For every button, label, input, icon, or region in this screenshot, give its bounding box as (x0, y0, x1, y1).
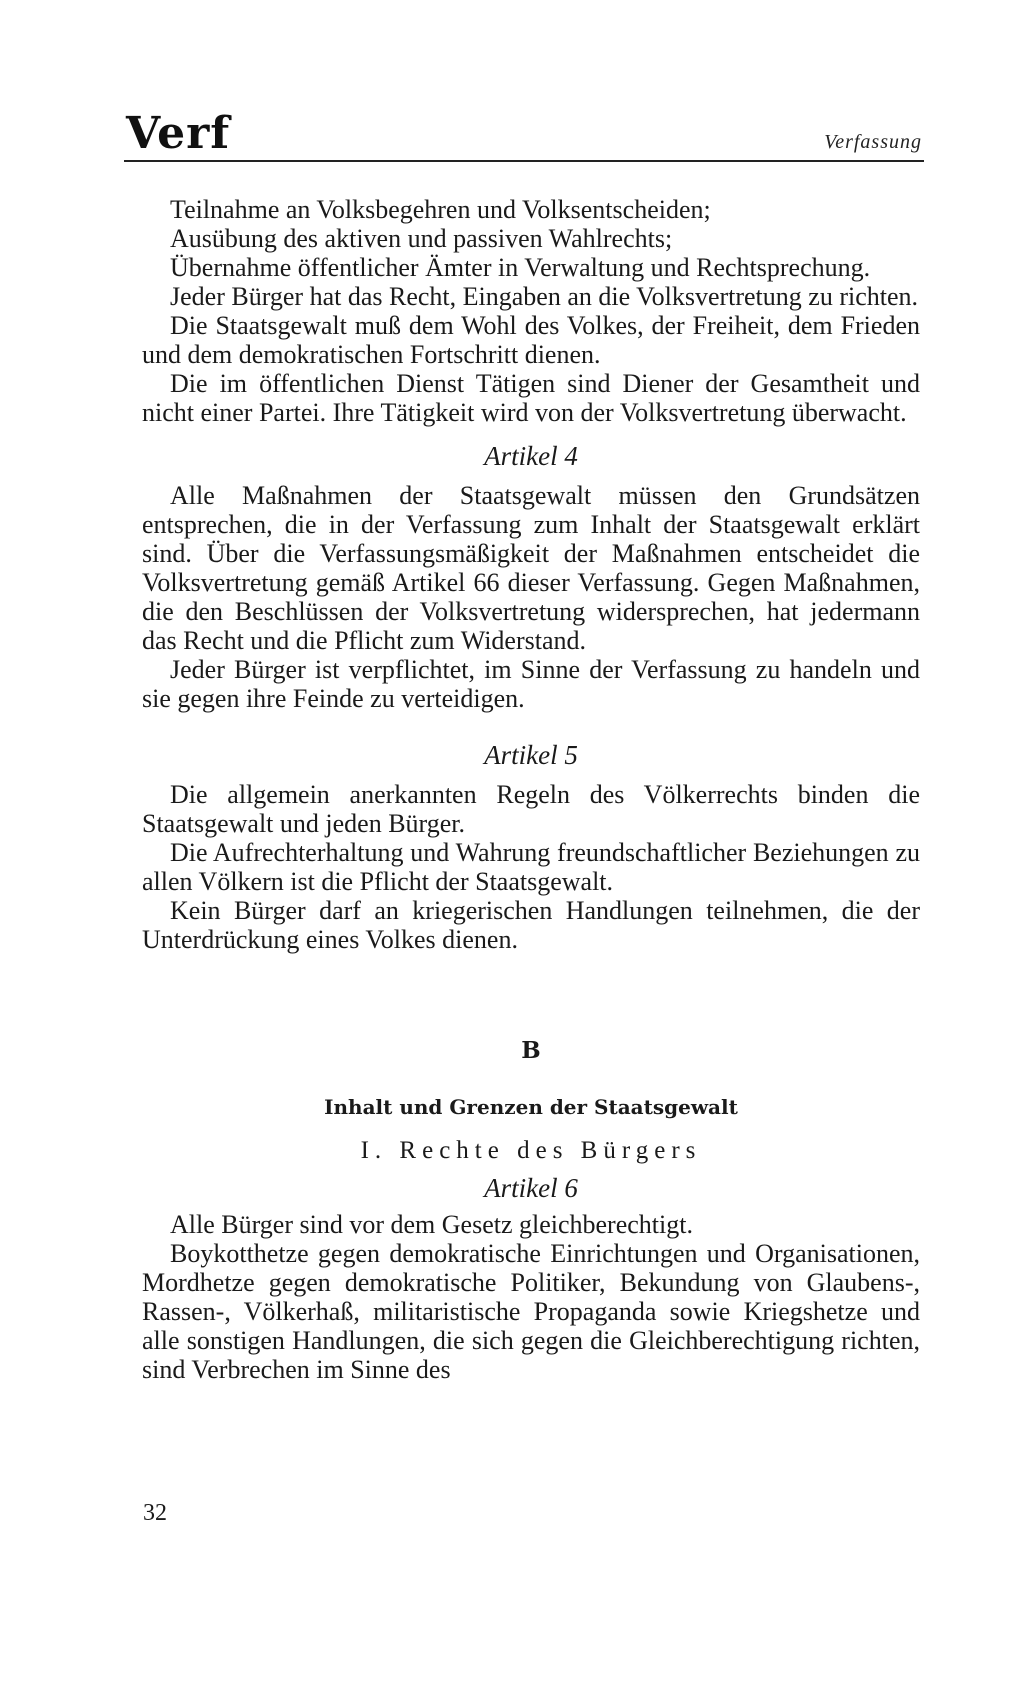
paragraph: Die Staatsgewalt muß dem Wohl des Volkes, der Freiheit, dem Frieden und dem demokratischen Fortschritt dienen. (142, 311, 920, 369)
paragraph: Boykotthetze gegen demokratische Einrichtungen und Organisationen, Mordhetze gegen demokratische Politiker, Bekundung von Glaubens-, Rassen-, Völkerhaß, militaristische Propaganda sowie Kriegshetze und alle sonstigen Handlungen, die sich gegen die Gleichberechtigung richten, sind Verbrechen im Sinne des (142, 1239, 920, 1384)
paragraph: Alle Maßnahmen der Staatsgewalt müssen den Grundsätzen entsprechen, die in der Verfassung zum Inhalt der Staatsgewalt erklärt sind. Über die Verfassungsmäßigkeit der Maßnahmen entscheidet die Volksvertretung gemäß Artikel 66 dieser Verfassung. Gegen Maßnahmen, die den Beschlüssen der Volksvertretung widersprechen, hat jedermann das Recht und die Pflicht zum Widerstand. (142, 481, 920, 655)
paragraph: Die allgemein anerkannten Regeln des Völkerrechts binden die Staatsgewalt und jeden Bürger. (142, 780, 920, 838)
article-heading: Artikel 5 (484, 740, 578, 770)
paragraph: Die Aufrechterhaltung und Wahrung freundschaftlicher Beziehungen zu allen Völkern ist die Pflicht der Staatsgewalt. (142, 838, 920, 896)
paragraph: Übernahme öffentlicher Ämter in Verwaltung und Rechtsprechung. (170, 253, 871, 282)
paragraph: Jeder Bürger ist verpflichtet, im Sinne der Verfassung zu handeln und sie gegen ihre Feinde zu verteidigen. (142, 655, 920, 713)
header-title: Verfassung (824, 131, 922, 153)
section-title: Inhalt und Grenzen der Staatsgewalt (324, 1095, 738, 1119)
running-header (124, 108, 924, 162)
paragraph: Teilnahme an Volksbegehren und Volksentscheiden; (170, 195, 711, 224)
paragraph: Alle Bürger sind vor dem Gesetz gleichberechtigt. (170, 1210, 693, 1239)
paragraph: Kein Bürger darf an kriegerischen Handlungen teilnehmen, die der Unterdrückung eines Volkes dienen. (142, 896, 920, 954)
article-heading: Artikel 6 (484, 1173, 578, 1203)
subsection-title: I. Rechte des Bürgers (360, 1137, 702, 1164)
section-letter: B (521, 1037, 541, 1064)
header-catchword: Verf (126, 108, 231, 159)
body-text (142, 195, 920, 1384)
paragraph: Ausübung des aktiven und passiven Wahlrechts; (170, 224, 673, 253)
page-number: 32 (143, 1500, 167, 1526)
paragraph: Die im öffentlichen Dienst Tätigen sind Diener der Gesamtheit und nicht einer Partei. Ihre Tätigkeit wird von der Volksvertretung überwacht. (142, 369, 920, 427)
paragraph: Jeder Bürger hat das Recht, Eingaben an die Volksvertretung zu richten. (170, 282, 919, 311)
article-heading: Artikel 4 (484, 441, 578, 471)
